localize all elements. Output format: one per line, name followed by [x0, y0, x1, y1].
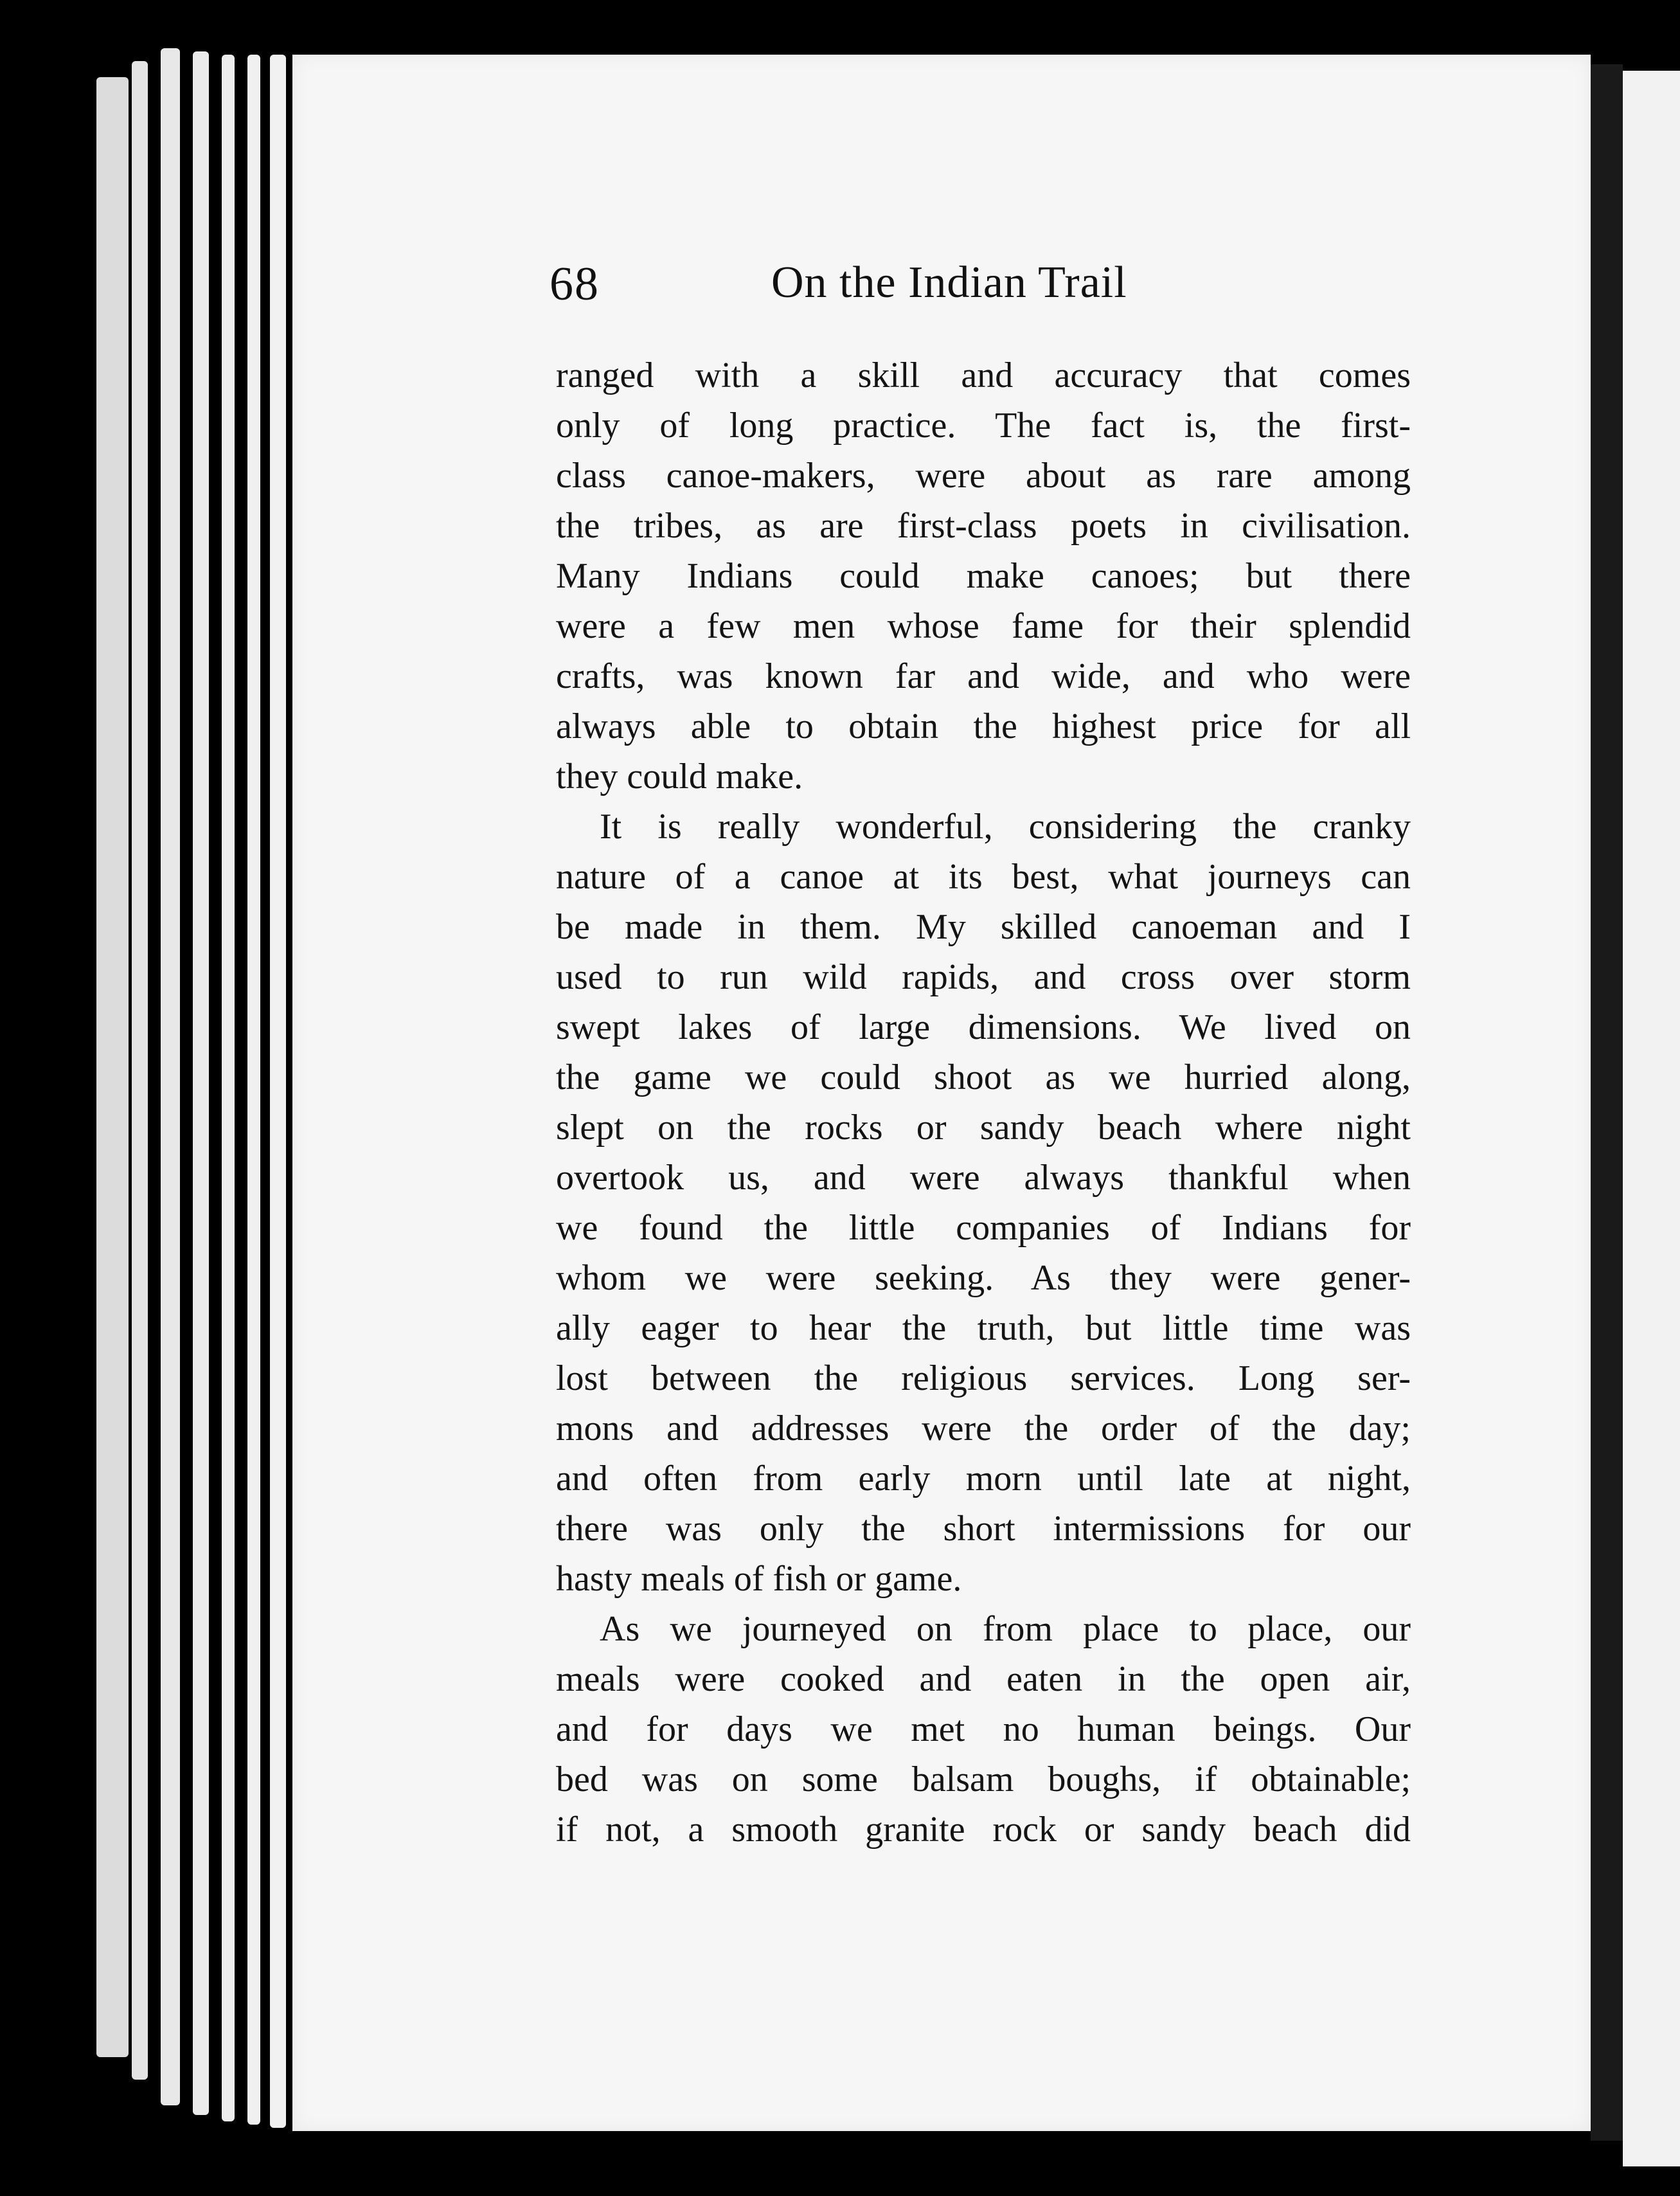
running-head: On the Indian Trail	[771, 258, 1127, 307]
page-number: 68	[550, 258, 600, 310]
text-line: It is really wonderful, considering the cranky	[600, 807, 1411, 847]
page-edge	[96, 77, 129, 2057]
page-edge	[247, 55, 260, 2125]
page-edge	[193, 51, 209, 2115]
text-line: always able to obtain the highest price for all	[556, 706, 1411, 746]
text-line: we found the little companies of Indians for	[556, 1208, 1411, 1248]
page-edge	[132, 61, 148, 2080]
text-line: whom we were seeking. As they were gener-	[556, 1258, 1411, 1298]
body-text	[556, 350, 1411, 1855]
text-line: be made in them. My skilled canoeman and I	[556, 907, 1411, 947]
text-line: only of long practice. The fact is, the first-	[556, 406, 1411, 446]
text-line: class canoe-makers, were about as rare among	[556, 456, 1411, 496]
text-line: the tribes, as are first-class poets in civilisation.	[556, 506, 1411, 546]
facing-page-edge	[1623, 71, 1680, 2166]
text-line: bed was on some balsam boughs, if obtainable;	[556, 1760, 1411, 1799]
page-edge	[270, 55, 286, 2128]
text-line: swept lakes of large dimensions. We lived on	[556, 1007, 1411, 1047]
text-line: and for days we met no human beings. Our	[556, 1709, 1411, 1749]
text-line: there was only the short intermissions for our	[556, 1509, 1411, 1549]
text-line: Many Indians could make canoes; but there	[556, 556, 1411, 596]
page-edge	[222, 55, 235, 2121]
text-line: overtook us, and were always thankful when	[556, 1158, 1411, 1198]
text-line: lost between the religious services. Long ser-	[556, 1358, 1411, 1398]
page-edge	[161, 48, 180, 2105]
text-line: the game we could shoot as we hurried along,	[556, 1058, 1411, 1097]
text-line: meals were cooked and eaten in the open air,	[556, 1659, 1411, 1699]
text-line: crafts, was known far and wide, and who were	[556, 656, 1411, 696]
text-line: if not, a smooth granite rock or sandy beach did	[556, 1810, 1411, 1850]
text-line: were a few men whose fame for their splendid	[556, 606, 1411, 646]
text-line: and often from early morn until late at night,	[556, 1459, 1411, 1498]
text-line: used to run wild rapids, and cross over storm	[556, 957, 1411, 997]
page-header	[550, 257, 1417, 315]
text-line: slept on the rocks or sandy beach where night	[556, 1108, 1411, 1148]
text-line: ranged with a skill and accuracy that comes	[556, 356, 1411, 395]
text-line: mons and addresses were the order of the day;	[556, 1408, 1411, 1448]
text-line: nature of a canoe at its best, what journeys can	[556, 857, 1411, 897]
text-line: they could make.	[556, 757, 803, 797]
page-gutter-shadow	[1591, 64, 1623, 2141]
text-line: As we journeyed on from place to place, our	[600, 1609, 1411, 1649]
text-line: hasty meals of fish or game.	[556, 1559, 962, 1599]
text-line: ally eager to hear the truth, but little time was	[556, 1308, 1411, 1348]
